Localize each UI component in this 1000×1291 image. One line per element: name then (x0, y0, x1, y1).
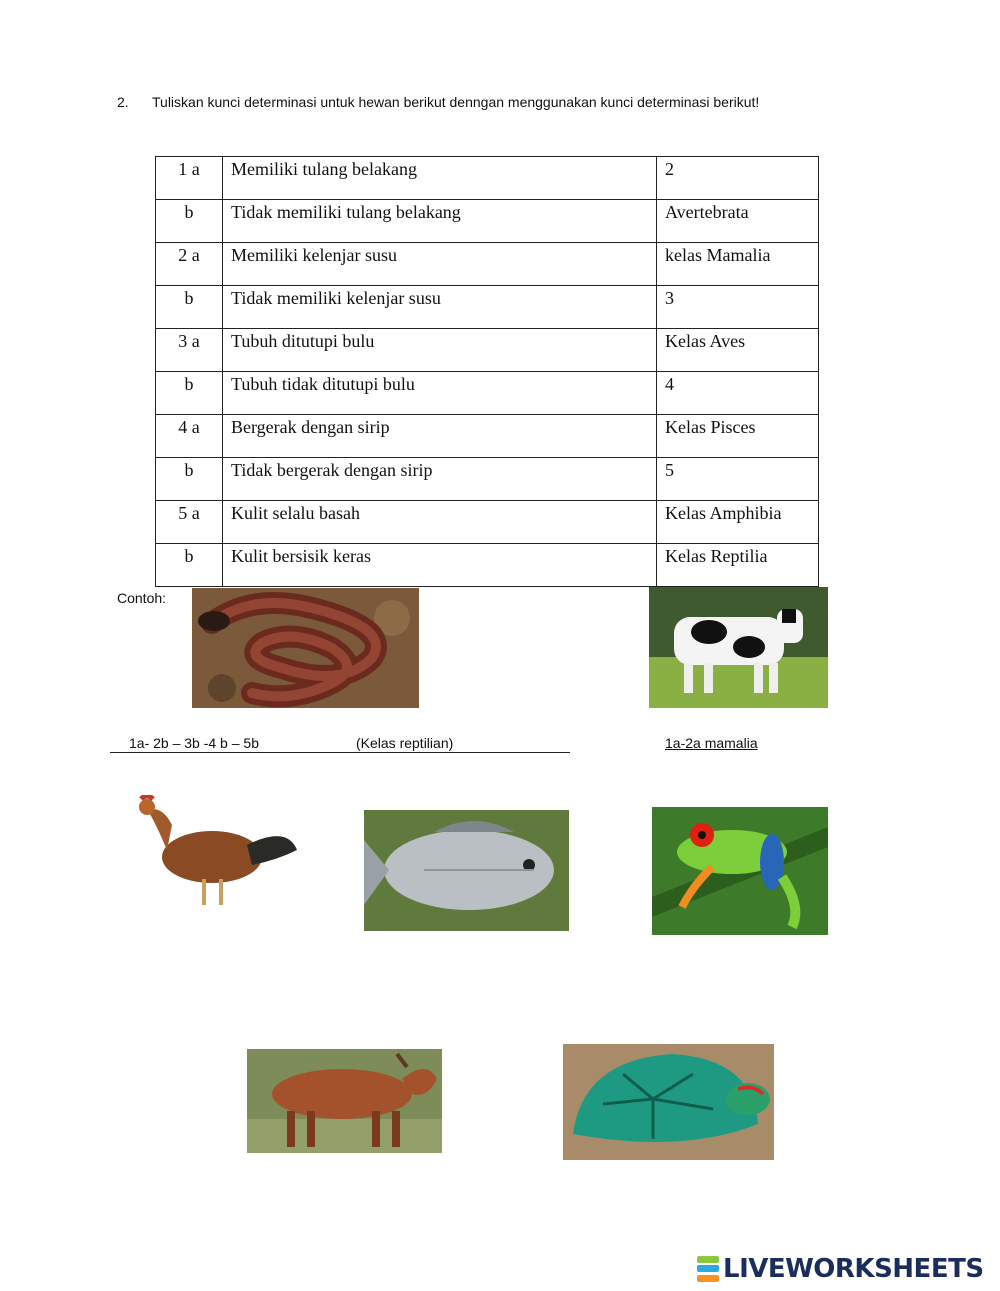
question-text: Tuliskan kunci determinasi untuk hewan berikut denngan menggunakan kunci determinasi berikut! (152, 94, 760, 110)
key-result: 3 (657, 286, 819, 329)
key-description: Tidak bergerak dengan sirip (223, 458, 657, 501)
key-result: Kelas Aves (657, 329, 819, 372)
key-result: Avertebrata (657, 200, 819, 243)
logo-bar-blue (697, 1265, 719, 1272)
key-step: 3 a (156, 329, 223, 372)
fish-photo (364, 810, 569, 931)
key-result: 2 (657, 157, 819, 200)
key-step: 4 a (156, 415, 223, 458)
turtle-photo (563, 1044, 774, 1160)
key-result: 5 (657, 458, 819, 501)
cow-answer: 1a-2a mamalia (665, 735, 758, 751)
key-row (156, 286, 819, 329)
key-step: 2 a (156, 243, 223, 286)
key-result: Kelas Reptilia (657, 544, 819, 587)
key-step: b (156, 200, 223, 243)
key-description: Kulit selalu basah (223, 501, 657, 544)
goat-photo (247, 1049, 442, 1153)
frog-photo (652, 807, 828, 935)
key-result: Kelas Amphibia (657, 501, 819, 544)
chicken-photo (127, 795, 300, 913)
key-row (156, 415, 819, 458)
cow-photo (649, 587, 828, 708)
key-description: Tubuh ditutupi bulu (223, 329, 657, 372)
key-step: b (156, 458, 223, 501)
key-result: 4 (657, 372, 819, 415)
key-description: Bergerak dengan sirip (223, 415, 657, 458)
liveworksheets-icon (697, 1256, 719, 1282)
key-row (156, 243, 819, 286)
snake-class: (Kelas reptilian) (356, 735, 454, 751)
example-label: Contoh: (117, 590, 167, 606)
key-row (156, 544, 819, 587)
key-description: Tidak memiliki kelenjar susu (223, 286, 657, 329)
logo-bar-orange (697, 1275, 719, 1282)
determination-key-table (155, 156, 819, 587)
key-description: Tidak memiliki tulang belakang (223, 200, 657, 243)
snake-answer: 1a- 2b – 3b -4 b – 5b (129, 735, 259, 751)
key-step: b (156, 286, 223, 329)
key-description: Memiliki kelenjar susu (223, 243, 657, 286)
key-step: 1 a (156, 157, 223, 200)
liveworksheets-text: LIVEWORKSHEETS (723, 1254, 984, 1284)
key-description: Tubuh tidak ditutupi bulu (223, 372, 657, 415)
logo-bar-green (697, 1256, 719, 1263)
liveworksheets-logo (697, 1254, 984, 1284)
key-row (156, 157, 819, 200)
key-row (156, 458, 819, 501)
key-row (156, 501, 819, 544)
key-row (156, 372, 819, 415)
key-result: kelas Mamalia (657, 243, 819, 286)
key-description: Memiliki tulang belakang (223, 157, 657, 200)
key-step: 5 a (156, 501, 223, 544)
key-step: b (156, 372, 223, 415)
key-description: Kulit bersisik keras (223, 544, 657, 587)
key-row (156, 200, 819, 243)
answer-underline (110, 752, 570, 753)
key-step: b (156, 544, 223, 587)
question-number: 2. (117, 94, 129, 110)
key-result: Kelas Pisces (657, 415, 819, 458)
snake-photo (192, 588, 419, 708)
key-row (156, 329, 819, 372)
